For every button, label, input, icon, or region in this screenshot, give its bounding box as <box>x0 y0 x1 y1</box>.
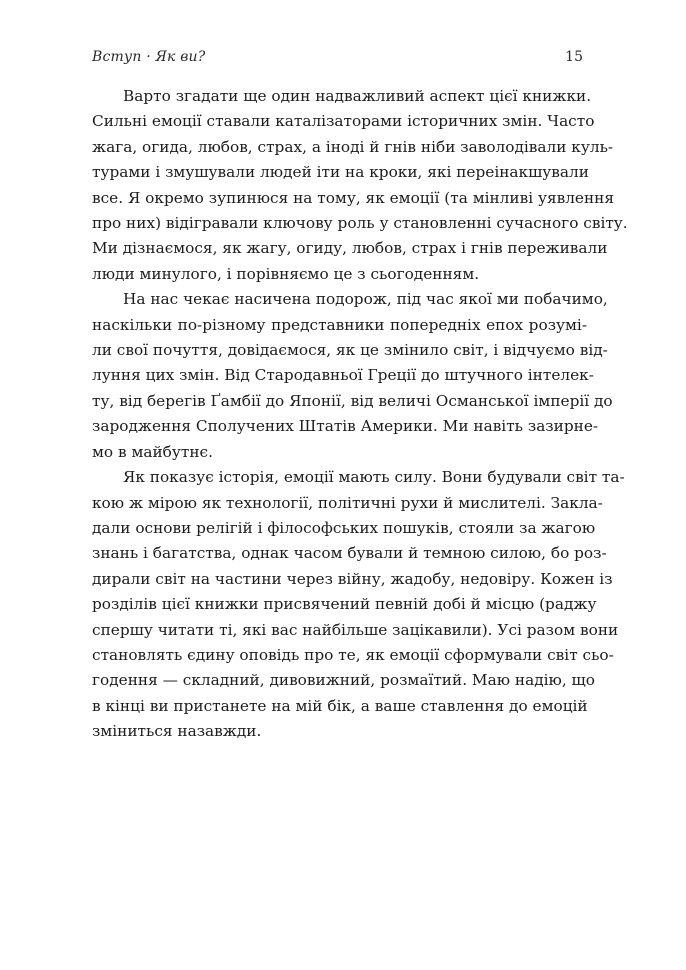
paragraph-line: кою ж мірою як технології, політичні рухи й мислителі. Закла- <box>92 493 603 512</box>
paragraph-line: годення — складний, дивовижний, розмаїтий. Маю надію, що <box>92 671 595 690</box>
paragraph-line: спершу читати ті, які вас найбільше зацікавили). Усі разом вони <box>92 620 619 639</box>
paragraph-line: Як показує історія, емоції мають силу. Вони будували світ та- <box>123 468 625 487</box>
paragraph-line: Сильні емоції ставали каталізаторами історичних змін. Часто <box>92 112 595 131</box>
paragraph-2 <box>92 287 613 465</box>
paragraph-line: ту, від берегів Ґамбії до Японії, від величі Османської імперії до <box>92 391 613 410</box>
paragraph-line: становлять єдину оповідь про те, як емоції сформували світ сьо- <box>92 645 614 664</box>
paragraph-line: зміниться назавжди. <box>92 722 262 741</box>
running-head: Вступ · Як ви? <box>92 49 206 65</box>
paragraph-line: ли свої почуття, довідаємося, як це змінило світ, і відчуємо від- <box>92 341 608 360</box>
paragraph-line: дали основи релігій і філософських пошуків, стояли за жагою <box>92 518 596 537</box>
paragraph-line: розділів цієї книжки присвячений певній добі й місцю (раджу <box>92 595 597 614</box>
paragraph-line: знань і багатства, однак часом бували й темною силою, бо роз- <box>92 544 607 563</box>
paragraph-line: зародження Сполучених Штатів Америки. Ми навіть зазирне- <box>92 417 599 436</box>
paragraph-line: все. Я окремо зупинюся на тому, як емоції (та мінливі уявлення <box>92 188 615 207</box>
body-text <box>92 84 628 745</box>
paragraph-line: Варто згадати ще один надважливий аспект цієї книжки. <box>123 87 592 105</box>
paragraph-3 <box>92 465 625 744</box>
page-number: 15 <box>565 49 583 65</box>
paragraph-line: На нас чекає насичена подорож, під час якої ми побачимо, <box>123 290 608 309</box>
paragraph-line: турами і змушували людей іти на кроки, які переінакшували <box>92 163 589 182</box>
paragraph-1 <box>92 84 628 287</box>
paragraph-line: в кінці ви пристанете на мій бік, а ваше ставлення до емоцій <box>92 696 588 715</box>
paragraph-line: про них) відігравали ключову роль у становленні сучасного світу. <box>92 214 628 233</box>
paragraph-line: луння цих змін. Від Стародавньої Греції до штучного інтелек- <box>92 366 594 385</box>
paragraph-line: наскільки по-різному представники попередніх епох розумі- <box>92 315 587 334</box>
paragraph-line: люди минулого, і порівняємо це з сьогоденням. <box>92 264 480 283</box>
paragraph-line: жага, огида, любов, страх, а іноді й гнів ніби заволодівали куль- <box>92 137 614 156</box>
paragraph-line: мо в майбутнє. <box>92 442 213 461</box>
paragraph-line: Ми дізнаємося, як жагу, огиду, любов, страх і гнів переживали <box>92 239 608 258</box>
paragraph-line: дирали світ на частини через війну, жадобу, недовіру. Кожен із <box>92 569 613 588</box>
